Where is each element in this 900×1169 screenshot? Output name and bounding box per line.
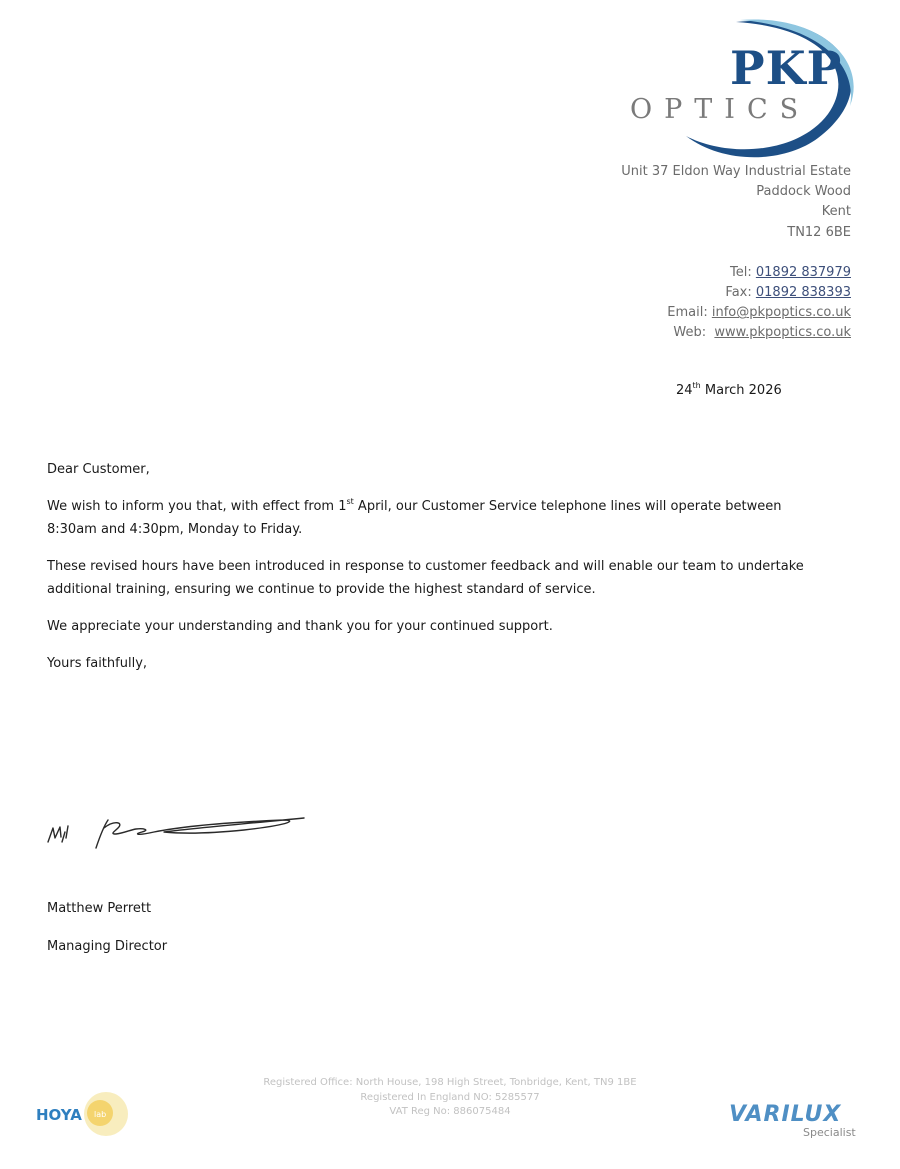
pkp-optics-logo xyxy=(628,14,860,162)
handwritten-signature xyxy=(44,808,309,856)
footer-line-3: VAT Reg No: 886075484 xyxy=(389,1106,511,1117)
letter-body xyxy=(47,458,847,689)
company-address xyxy=(621,162,851,344)
varilux-specialist-logo xyxy=(727,1096,885,1140)
signer-title: Managing Director xyxy=(47,939,168,954)
paragraph-1: We wish to inform you that, with effect from 1st April, our Customer Service telephone lines will operate between 8:30am and 4:30pm, Monday to Friday. xyxy=(47,497,782,537)
tel-link[interactable]: 01892 837979 xyxy=(755,264,851,280)
web-row: Web: www.pkpoptics.co.uk xyxy=(673,325,851,341)
logo-optics-text: OPTICS xyxy=(630,94,811,125)
address-line-3: Kent xyxy=(821,204,851,220)
address-line-2: Paddock Wood xyxy=(756,184,851,200)
footer-line-2: Registered In England NO: 5285577 xyxy=(360,1091,540,1103)
varilux-sub-text: Specialist xyxy=(803,1126,856,1139)
tel-row: Tel: 01892 837979 xyxy=(730,264,851,280)
varilux-text: VARILUX xyxy=(729,1102,842,1127)
footer-line-1: Registered Office: North House, 198 High Street, Tonbridge, Kent, TN9 1BE xyxy=(263,1077,637,1088)
signer-name: Matthew Perrett xyxy=(47,901,152,916)
address-line-1: Unit 37 Eldon Way Industrial Estate xyxy=(621,164,851,179)
fax-row: Fax: 01892 838393 xyxy=(725,285,851,301)
address-line-4: TN12 6BE xyxy=(787,224,851,240)
letter-date: 24th March 2026 xyxy=(676,381,782,398)
logo-pkp-text: PKP xyxy=(730,41,843,95)
paragraph-3: We appreciate your understanding and thank you for your continued support. xyxy=(47,619,553,634)
hoya-logo xyxy=(34,1089,134,1139)
hoya-text: HOYA xyxy=(36,1106,82,1124)
email-row: Email: info@pkpoptics.co.uk xyxy=(667,305,851,321)
web-link[interactable]: www.pkpoptics.co.uk xyxy=(714,325,851,341)
registered-office-footer xyxy=(200,1076,700,1120)
fax-link[interactable]: 01892 838393 xyxy=(755,285,851,301)
paragraph-2: These revised hours have been introduced in response to customer feedback and will enable our team to undertake additional training, ensuring we continue to provide the highest standard of service. xyxy=(47,559,804,597)
salutation: Dear Customer, xyxy=(47,462,150,477)
hoya-badge-text: lab xyxy=(94,1110,107,1119)
email-link[interactable]: info@pkpoptics.co.uk xyxy=(711,305,851,321)
closing: Yours faithfully, xyxy=(47,656,148,671)
